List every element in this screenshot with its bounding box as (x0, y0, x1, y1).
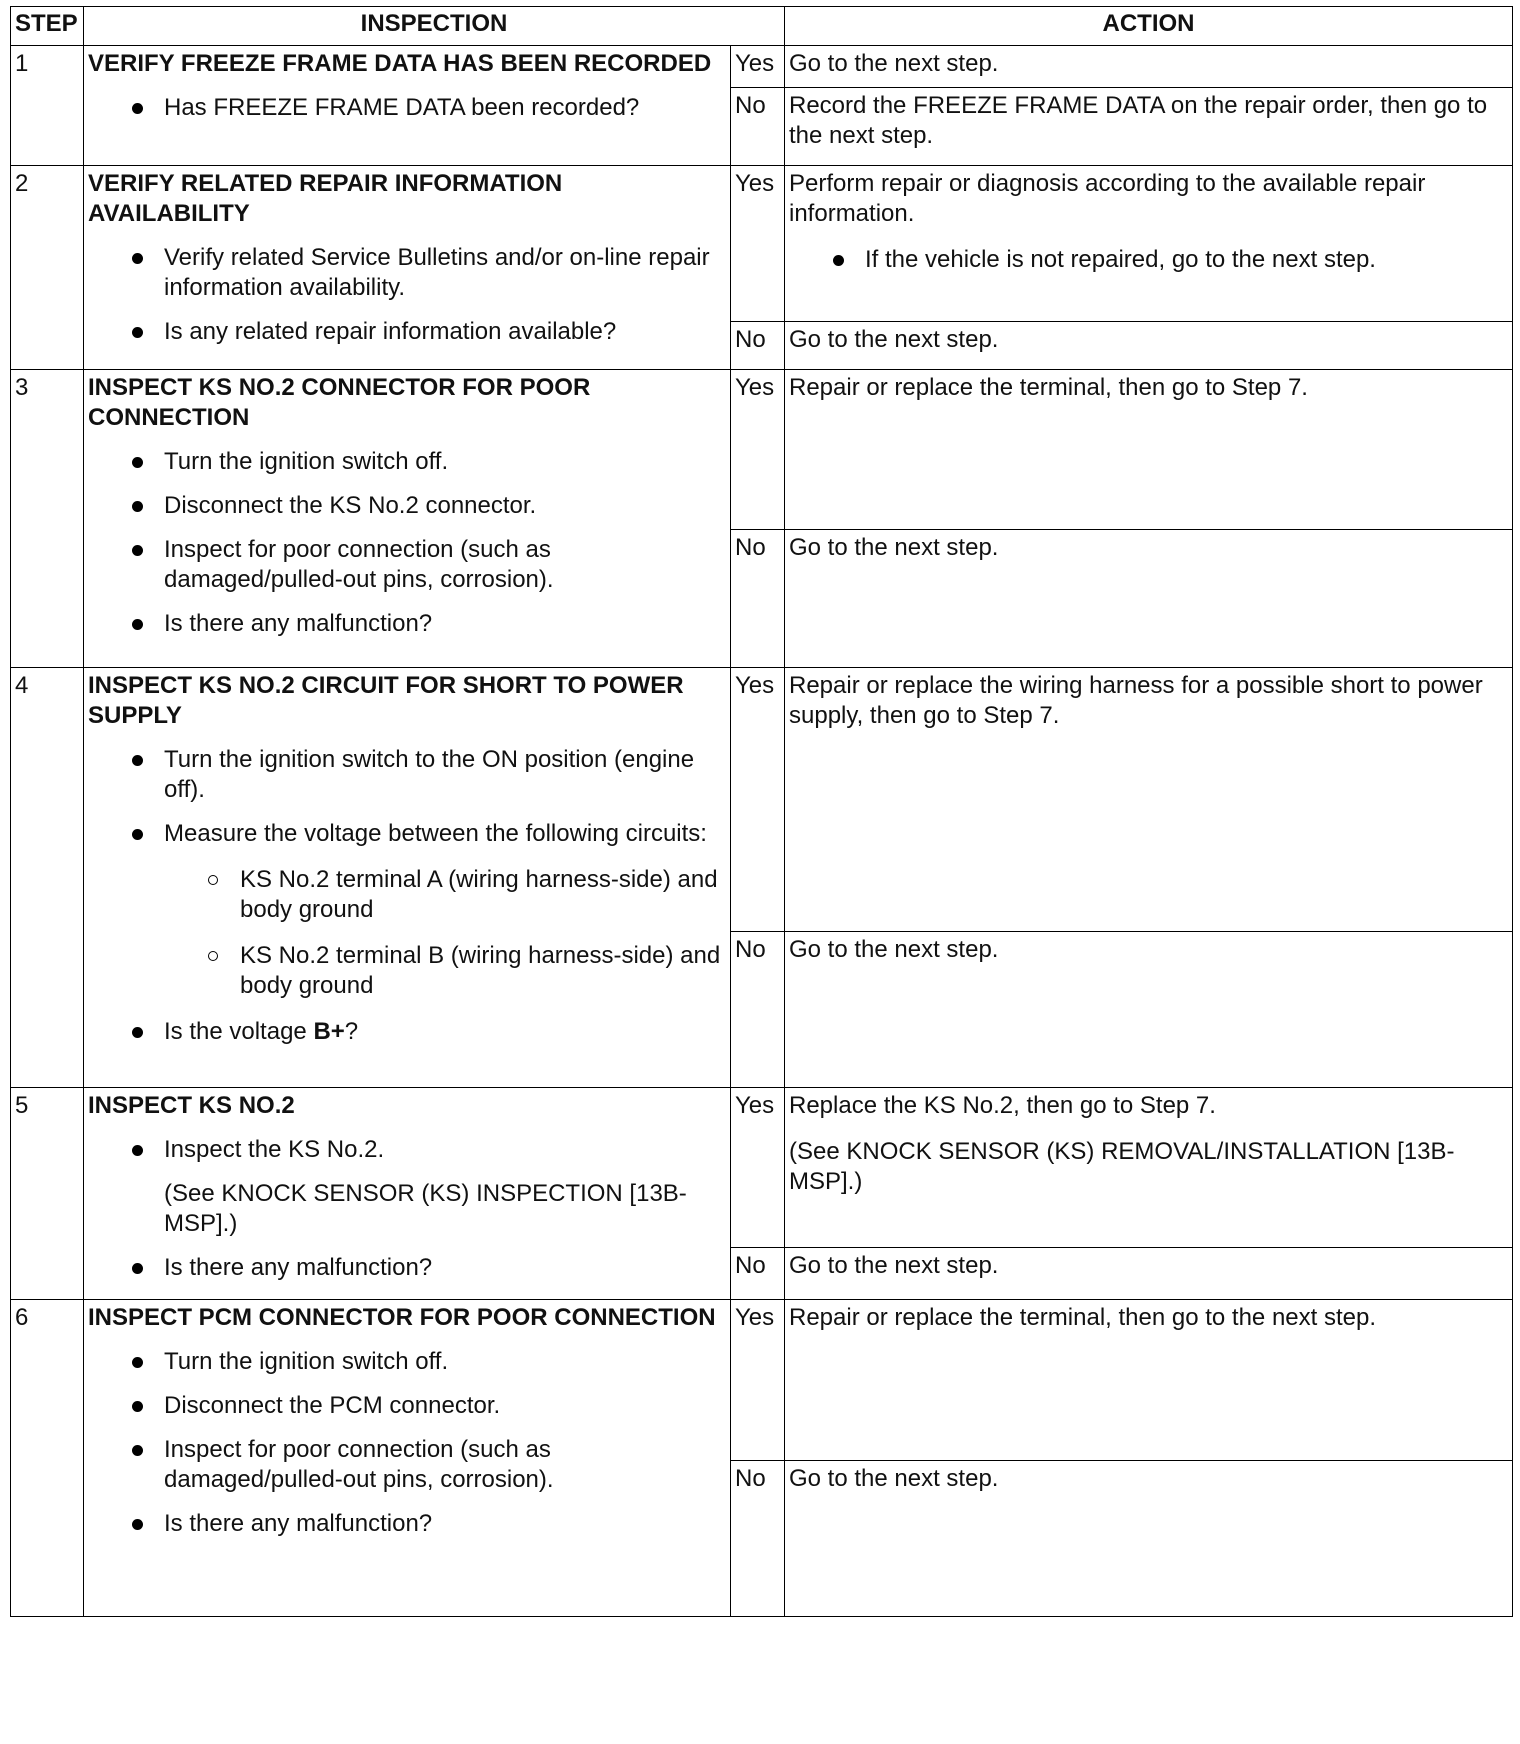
yes-action: Repair or replace the wiring harness for a possible short to power supply, then go to Step 7. (785, 668, 1513, 932)
step-inspection (84, 370, 731, 668)
no-action: Go to the next step. (785, 1248, 1513, 1300)
yes-action-cell (785, 166, 1513, 322)
bullet-item: Turn the ignition switch to the ON position (engine off). (88, 745, 726, 805)
step-number: 6 (11, 1300, 84, 1617)
yes-label: Yes (731, 1088, 785, 1248)
yes-label: Yes (731, 46, 785, 88)
step-inspection (84, 46, 731, 166)
step-inspection (84, 668, 731, 1088)
bullet-item: Turn the ignition switch off. (88, 1347, 726, 1377)
yes-label: Yes (731, 370, 785, 530)
step-2-yes-row (11, 166, 1513, 322)
yes-action: Perform repair or diagnosis according to the available repair information. (789, 170, 1426, 227)
no-label: No (731, 88, 785, 166)
yes-action-cell (785, 1088, 1513, 1248)
bullet-item (88, 819, 726, 1001)
diagnostic-table (10, 6, 1513, 1617)
step-1-yes-row (11, 46, 1513, 88)
step-title: INSPECT KS NO.2 CIRCUIT FOR SHORT TO POWER SUPPLY (88, 672, 684, 729)
step-number: 1 (11, 46, 84, 166)
bullet-text: Inspect the KS No.2. (164, 1136, 385, 1163)
yes-action: Repair or replace the terminal, then go to Step 7. (785, 370, 1513, 530)
yes-action-note: (See KNOCK SENSOR (KS) REMOVAL/INSTALLATION [13B-MSP].) (789, 1138, 1455, 1195)
bullet-item: Is there any malfunction? (88, 1509, 726, 1539)
step-3-yes-row (11, 370, 1513, 530)
bullet-item: Has FREEZE FRAME DATA been recorded? (88, 93, 726, 123)
bullet-text: Measure the voltage between the following circuits: (164, 820, 707, 847)
step-title: VERIFY FREEZE FRAME DATA HAS BEEN RECORDED (88, 50, 712, 77)
step-inspection (84, 1300, 731, 1617)
header-step: STEP (11, 7, 84, 46)
step-title: INSPECT PCM CONNECTOR FOR POOR CONNECTION (88, 1304, 716, 1331)
bullet-item: Turn the ignition switch off. (88, 447, 726, 477)
bullet-item (88, 1135, 726, 1239)
step-6-yes-row (11, 1300, 1513, 1461)
step-5-yes-row (11, 1088, 1513, 1248)
yes-action: Go to the next step. (785, 46, 1513, 88)
bullet-item: Disconnect the KS No.2 connector. (88, 491, 726, 521)
no-action: Go to the next step. (785, 322, 1513, 370)
sub-bullet-item: KS No.2 terminal A (wiring harness-side) and body ground (164, 865, 726, 925)
bullet-text: ? (344, 1018, 359, 1045)
step-title: INSPECT KS NO.2 CONNECTOR FOR POOR CONNECTION (88, 374, 591, 431)
step-inspection (84, 1088, 731, 1300)
yes-action: Replace the KS No.2, then go to Step 7. (789, 1092, 1216, 1119)
bullet-item: Is there any malfunction? (88, 609, 726, 639)
bullet-item: Is there any malfunction? (88, 1253, 726, 1283)
sub-bullet-item: KS No.2 terminal B (wiring harness-side) and body ground (164, 941, 726, 1001)
step-number: 4 (11, 668, 84, 1088)
no-label: No (731, 1461, 785, 1617)
bullet-item: Inspect for poor connection (such as damaged/pulled-out pins, corrosion). (88, 1435, 726, 1495)
header-row (11, 7, 1513, 46)
no-label: No (731, 1248, 785, 1300)
yes-label: Yes (731, 1300, 785, 1461)
yes-action-bullet: If the vehicle is not repaired, go to the next step. (789, 245, 1508, 275)
bullet-note: (See KNOCK SENSOR (KS) INSPECTION [13B-MSP].) (164, 1180, 687, 1237)
no-action: Record the FREEZE FRAME DATA on the repair order, then go to the next step. (785, 88, 1513, 166)
no-action: Go to the next step. (785, 1461, 1513, 1617)
voltage-value: B+ (313, 1018, 345, 1045)
no-label: No (731, 530, 785, 668)
header-action: ACTION (785, 7, 1513, 46)
step-number: 3 (11, 370, 84, 668)
yes-action: Repair or replace the terminal, then go to the next step. (785, 1300, 1513, 1461)
step-title: VERIFY RELATED REPAIR INFORMATION AVAILABILITY (88, 170, 563, 227)
step-number: 5 (11, 1088, 84, 1300)
step-inspection (84, 166, 731, 370)
bullet-text: Is the voltage (164, 1018, 314, 1045)
yes-label: Yes (731, 166, 785, 322)
bullet-item: Disconnect the PCM connector. (88, 1391, 726, 1421)
bullet-item: Inspect for poor connection (such as damaged/pulled-out pins, corrosion). (88, 535, 726, 595)
bullet-item: Is any related repair information available? (88, 317, 726, 347)
step-title: INSPECT KS NO.2 (88, 1092, 295, 1119)
no-action: Go to the next step. (785, 530, 1513, 668)
header-inspection: INSPECTION (84, 7, 785, 46)
no-action: Go to the next step. (785, 932, 1513, 1088)
step-number: 2 (11, 166, 84, 370)
bullet-item: Verify related Service Bulletins and/or on-line repair information availability. (88, 243, 726, 303)
step-4-yes-row (11, 668, 1513, 932)
bullet-item (88, 1017, 726, 1047)
yes-label: Yes (731, 668, 785, 932)
no-label: No (731, 932, 785, 1088)
no-label: No (731, 322, 785, 370)
